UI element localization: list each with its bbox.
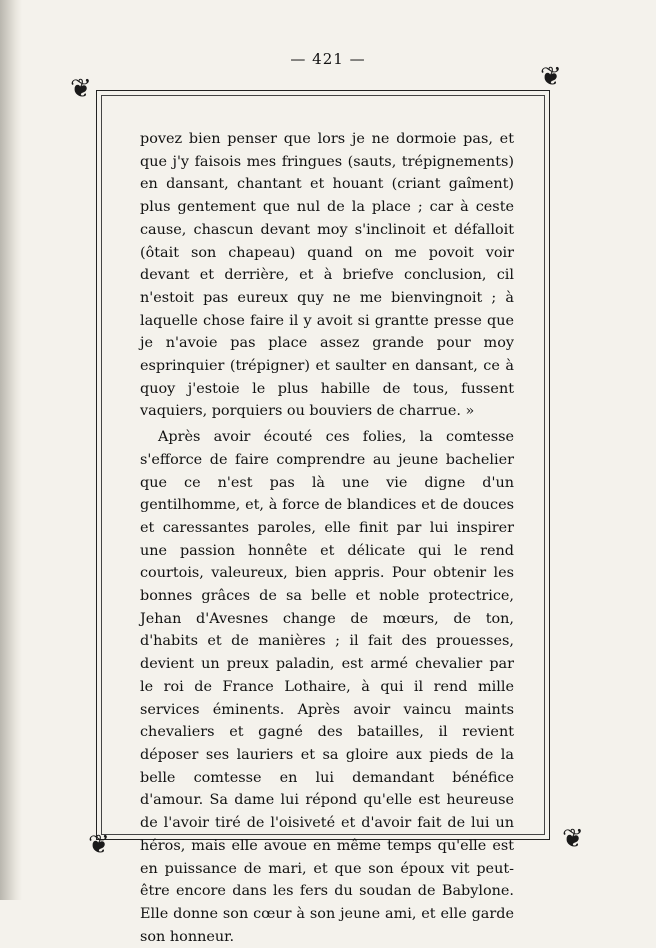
body-text [140, 128, 514, 948]
page-gutter-shadow [0, 0, 22, 900]
page-number: — 421 — [290, 50, 366, 68]
ornament-bottom-left-icon: ❦ [88, 830, 110, 860]
paragraph-1: povez bien penser que lors je ne dormoie pas, et que j'y faisois mes fringues (sauts, trépignements) en dansant, chantant et houant (criant gaîment) plus gentement que nul de la place ; car à ceste cause, chascun devant moy s'inclinoit et défalloit (ôtait son chapeau) quand on me povoit voir devant et derrière, et à briefve conclusion, cil n'estoit pas eureux quy ne me bienvingnoit ; à laquelle chose faire il y avoit si grantte presse que je n'avoie pas place assez grande pour moy esprinquier (trépigner) et saulter en dansant, ce à quoy j'estoie le plus habille de tous, fussent vaquiers, porquiers ou bouviers de charrue. » [140, 131, 514, 420]
ornament-top-left-icon: ❦ [70, 74, 92, 104]
ornament-bottom-right-icon: ❦ [562, 824, 584, 854]
ornament-top-right-icon: ❦ [540, 62, 562, 92]
paragraph-2: Après avoir écouté ces folies, la comtesse s'efforce de faire comprendre au jeune bachelier que ce n'est pas là une vie digne d'un gentilhomme, et, à force de blandices et de douces et caressantes paroles, elle finit par lui inspirer une passion honnête et délicate qui le rend courtois, valeureux, bien appris. Pour obtenir les bonnes grâces de sa belle et noble protectrice, Jehan d'Avesnes change de mœurs, de ton, d'habits et de manières ; il fait des prouesses, devient un preux paladin, est armé chevalier par le roi de France Lothaire, à qui il rend mille services éminents. Après avoir vaincu maints chevaliers et gagné des batailles, il revient déposer ses lauriers et sa gloire aux pieds de la belle comtesse en lui demandant bénéfice d'amour. Sa dame lui répond qu'elle est heureuse de l'avoir tiré de l'oisiveté et d'avoir fait de lui un héros, mais elle avoue en même temps qu'elle est en puissance de mari, et que son époux vit peut-être encore dans les fers du soudan de Babylone. Elle donne son cœur à son jeune ami, et elle garde son honneur. [140, 429, 514, 945]
